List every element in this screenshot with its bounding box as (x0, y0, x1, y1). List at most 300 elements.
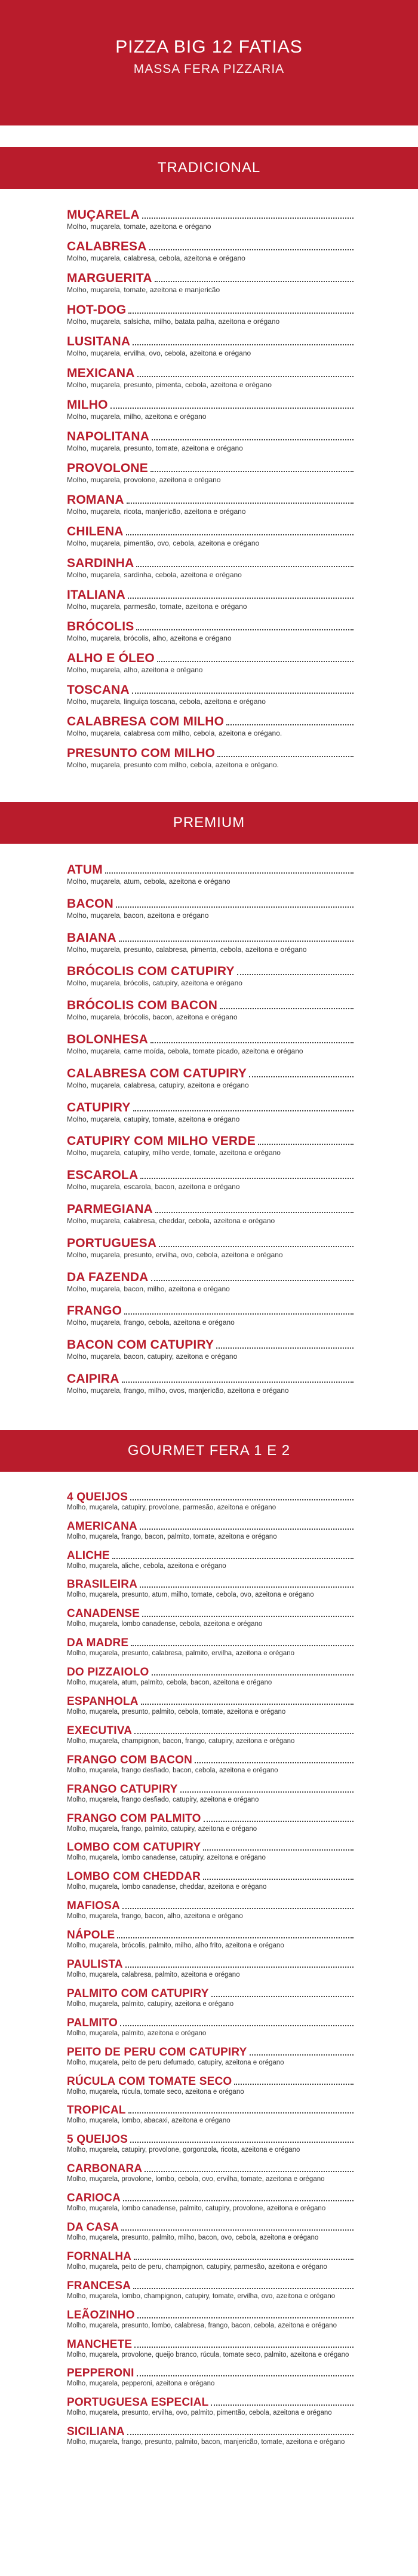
dotted-leader (203, 1878, 354, 1880)
dotted-leader (126, 534, 354, 535)
menu-item-header (67, 271, 354, 286)
pizza-ingredients: Molho, muçarela, lombo canadense, palmito, catupiry, provolone, azeitona e orégano (67, 2205, 326, 2213)
pizza-name: CALABRESA (67, 240, 147, 253)
dotted-leader (250, 2054, 354, 2056)
menu-item (67, 1754, 354, 1783)
pizza-ingredients: Molho, muçarela, provolone, queijo branco, rúcula, tomate seco, palmito, azeitona e orégano (67, 2351, 349, 2358)
pizza-name: MAFIOSA (67, 1900, 121, 1913)
pizza-name: MANCHETE (67, 2338, 133, 2351)
pizza-name: SARDINHA (67, 556, 134, 570)
pizza-ingredients: Molho, muçarela, brócolis, palmito, milho, alho frito, azeitona e orégano (67, 1942, 284, 1950)
dotted-leader (123, 2200, 354, 2201)
menu-item (67, 1338, 354, 1372)
menu-item-header (67, 1783, 354, 1796)
dotted-leader (137, 2317, 354, 2318)
pizza-ingredients: Molho, muçarela, pimentão, ovo, cebola, azeitona e orégano (67, 539, 260, 547)
pizza-ingredients: Molho, muçarela, peito de peru, champignon, catupiry, parmesão, azeitona e orégano (67, 2263, 327, 2271)
menu-item-header (67, 1549, 354, 1563)
menu-item (67, 335, 354, 366)
pizza-name: SICILIANA (67, 2425, 125, 2439)
menu-item (67, 2133, 354, 2163)
pizza-name: PRESUNTO COM MILHO (67, 746, 216, 760)
menu-item-header (67, 1578, 354, 1591)
menu-item (67, 2221, 354, 2250)
dotted-leader (133, 1110, 354, 1111)
pizza-ingredients: Molho, muçarela, ervilha, ovo, cebola, azeitona e orégano (67, 349, 251, 357)
menu-item-header (67, 2309, 354, 2322)
pizza-name: ESPANHOLA (67, 1695, 139, 1708)
menu-item (67, 683, 354, 715)
menu-item-header (67, 1929, 354, 1942)
menu-item-header (67, 683, 354, 697)
pizza-name: BOLONHESA (67, 1032, 148, 1046)
dotted-leader (134, 1732, 354, 1734)
pizza-name: ALICHE (67, 1549, 110, 1562)
dotted-leader (249, 1076, 354, 1077)
menu-item-header (67, 1637, 354, 1650)
menu-item (67, 1958, 354, 1987)
pizza-ingredients: Molho, muçarela, sardinha, cebola, azeitona e orégano (67, 571, 242, 579)
menu-item-header (67, 2192, 354, 2205)
dotted-leader (119, 940, 354, 942)
menu-item (67, 715, 354, 746)
menu-item (67, 1987, 354, 2017)
pizza-ingredients: Molho, muçarela, palmito, azeitona e orégano (67, 2029, 207, 2037)
pizza-name: PALMITO COM CATUPIRY (67, 1987, 209, 2000)
pizza-name: TROPICAL (67, 2104, 126, 2117)
menu-item-header (67, 998, 354, 1013)
pizza-ingredients: Molho, muçarela, escarola, bacon, azeitona e orégano (67, 1183, 240, 1191)
menu-item-header (67, 1134, 354, 1148)
pizza-ingredients: Molho, muçarela, calabresa com milho, cebola, azeitona e orégano. (67, 729, 282, 737)
pizza-ingredients: Molho, muçarela, frango desfiado, catupiry, azeitona e orégano (67, 1796, 259, 1803)
pizza-name: LUSITANA (67, 335, 131, 348)
dotted-leader (216, 1347, 354, 1349)
menu-item (67, 1812, 354, 1842)
menu-item (67, 208, 354, 240)
pizza-name: CHILENA (67, 525, 124, 538)
pizza-ingredients: Molho, muçarela, catupiry, provolone, gorgonzola, ricota, azeitona e orégano (67, 2146, 300, 2154)
pizza-ingredients: Molho, muçarela, lombo, champignon, catupiry, tomate, ervilha, ovo, azeitona e orégano (67, 2292, 336, 2300)
menu-item-header (67, 1607, 354, 1621)
dotted-leader (128, 597, 354, 599)
menu-item (67, 1725, 354, 1754)
dotted-leader (211, 2404, 354, 2406)
menu-item (67, 1549, 354, 1579)
menu-item (67, 620, 354, 651)
menu-item (67, 2367, 354, 2396)
dotted-leader (142, 1615, 354, 1617)
menu-item-header (67, 2133, 354, 2146)
menu-item-header (67, 1168, 354, 1183)
menu-item (67, 1168, 354, 1202)
pizza-name: NAPOLITANA (67, 430, 150, 443)
pizza-ingredients: Molho, muçarela, provolone, azeitona e orégano (67, 476, 221, 484)
dotted-leader (155, 1211, 354, 1213)
pizza-name: LOMBO COM CATUPIRY (67, 1841, 201, 1854)
dotted-leader (122, 1907, 354, 1909)
menu-item-header (67, 588, 354, 602)
pizza-name: ATUM (67, 863, 103, 877)
dotted-leader (140, 1528, 354, 1530)
dotted-leader (226, 724, 354, 725)
pizza-name: CATUPIRY (67, 1100, 131, 1114)
menu-item (67, 651, 354, 683)
pizza-name: FRANCESA (67, 2279, 131, 2292)
pizza-name: FRANGO COM BACON (67, 1753, 193, 1766)
pizza-name: ALHO E ÓLEO (67, 651, 155, 665)
dotted-leader (117, 1937, 354, 1938)
pizza-ingredients: Molho, muçarela, presunto, calabresa, palmito, ervilha, azeitona e orégano (67, 1650, 294, 1658)
menu-item-header (67, 620, 354, 634)
pizza-list-premium (0, 844, 354, 1430)
pizza-ingredients: Molho, muçarela, aliche, cebola, azeitona e orégano (67, 1562, 226, 1570)
pizza-ingredients: Molho, muçarela, frango, bacon, alho, azeitona e orégano (67, 1913, 243, 1920)
menu-item-header (67, 2338, 354, 2351)
menu-item (67, 2250, 354, 2280)
menu-item (67, 588, 354, 620)
menu-item (67, 2046, 354, 2075)
pizza-name: PORTUGUESA (67, 1236, 157, 1250)
section-band-tradicional: TRADICIONAL (0, 147, 418, 189)
pizza-ingredients: Molho, muçarela, rúcula, tomate seco, azeitona e orégano (67, 2088, 244, 2096)
pizza-name: DA MADRE (67, 1637, 129, 1650)
pizza-ingredients: Molho, muçarela, frango, palmito, catupiry, azeitona e orégano (67, 1825, 257, 1833)
pizza-name: PROVOLONE (67, 461, 148, 475)
menu-item-header (67, 964, 354, 979)
menu-item-header (67, 2280, 354, 2293)
menu-item-header (67, 2221, 354, 2234)
menu-item (67, 1067, 354, 1101)
menu-item-header (67, 208, 354, 222)
menu-item (67, 430, 354, 461)
pizza-ingredients: Molho, muçarela, lombo canadense, cheddar, azeitona e orégano (67, 1883, 267, 1891)
pizza-ingredients: Molho, muçarela, presunto, atum, milho, tomate, cebola, ovo, azeitona e orégano (67, 1591, 314, 1599)
pizza-name: BACON (67, 896, 113, 911)
menu-item-header (67, 651, 354, 666)
pizza-ingredients: Molho, muçarela, milho, azeitona e orégano (67, 412, 207, 421)
menu-item (67, 1304, 354, 1338)
dotted-leader (152, 439, 354, 440)
pizza-ingredients: Molho, muçarela, brócolis, catupiry, azeitona e orégano (67, 979, 242, 988)
menu-item (67, 525, 354, 556)
pizza-ingredients: Molho, muçarela, atum, cebola, azeitona e orégano (67, 877, 230, 886)
dotted-leader (180, 1791, 354, 1793)
dotted-leader (131, 1644, 354, 1646)
pizza-name: PALMITO (67, 2016, 118, 2029)
dotted-leader (128, 312, 354, 314)
menu-item (67, 2280, 354, 2309)
menu-item-header (67, 1725, 354, 1738)
pizza-ingredients: Molho, muçarela, presunto com milho, cebola, azeitona e orégano. (67, 761, 279, 769)
menu-item-header (67, 1304, 354, 1318)
menu-item (67, 240, 354, 271)
dotted-leader (120, 2024, 354, 2026)
dotted-leader (203, 1849, 354, 1851)
menu-item (67, 1900, 354, 1929)
pizza-name: FRANGO COM PALMITO (67, 1812, 201, 1825)
pizza-ingredients: Molho, muçarela, bacon, catupiry, azeitona e orégano (67, 1352, 238, 1361)
menu-item-header (67, 1958, 354, 1971)
pizza-ingredients: Molho, muçarela, frango, bacon, palmito, tomate, azeitona e orégano (67, 1533, 277, 1540)
pizza-ingredients: Molho, muçarela, peito de peru defumado, catupiry, azeitona e orégano (67, 2059, 284, 2066)
pizza-name: TOSCANA (67, 683, 130, 697)
dotted-leader (234, 2083, 354, 2085)
pizza-ingredients: Molho, muçarela, catupiry, tomate, azeitona e orégano (67, 1114, 240, 1123)
menu-item (67, 998, 354, 1033)
menu-item (67, 2338, 354, 2367)
pizza-name: NÁPOLE (67, 1929, 115, 1942)
dotted-leader (105, 872, 354, 874)
pizza-name: CANADENSE (67, 1607, 140, 1621)
menu-item-header (67, 1033, 354, 1047)
pizza-ingredients: Molho, muçarela, atum, palmito, cebola, bacon, azeitona e orégano (67, 1679, 272, 1687)
pizza-ingredients: Molho, muçarela, brócolis, bacon, azeitona e orégano (67, 1013, 238, 1022)
dotted-leader (116, 906, 354, 908)
menu-item (67, 2104, 354, 2133)
pizza-name: ROMANA (67, 493, 124, 507)
menu-item-header (67, 398, 354, 412)
menu-item-header (67, 1491, 354, 1504)
pizza-ingredients: Molho, muçarela, presunto, palmito, milho, bacon, ovo, cebola, azeitona e orégano (67, 2234, 319, 2242)
menu-item-header (67, 1520, 354, 1533)
menu-item (67, 2309, 354, 2338)
pizza-ingredients: Molho, muçarela, ricota, manjericão, azeitona e orégano (67, 507, 246, 516)
pizza-ingredients: Molho, muçarela, bacon, milho, azeitona e orégano (67, 1284, 230, 1293)
dotted-leader (151, 1279, 354, 1281)
pizza-name: BRASILEIRA (67, 1578, 138, 1591)
pizza-name: FRANGO (67, 1304, 122, 1318)
menu-item-header (67, 335, 354, 349)
dotted-leader (157, 660, 354, 662)
menu-item-header (67, 493, 354, 507)
pizza-ingredients: Molho, muçarela, frango, cebola, azeitona e orégano (67, 1318, 235, 1327)
pizza-name: MEXICANA (67, 366, 135, 380)
pizza-ingredients: Molho, muçarela, carne moída, cebola, tomate picado, azeitona e orégano (67, 1046, 303, 1055)
pizza-name: PAULISTA (67, 1958, 123, 1971)
pizza-ingredients: Molho, muçarela, presunto, ervilha, ovo, cebola, azeitona e orégano (67, 1250, 283, 1259)
dotted-leader (145, 2170, 354, 2172)
pizza-name: MARGUERITA (67, 271, 152, 285)
pizza-ingredients: Molho, muçarela, presunto, tomate, azeitona e orégano (67, 444, 243, 452)
menu-item-header (67, 1754, 354, 1767)
menu-item-header (67, 1695, 354, 1708)
pizza-ingredients: Molho, muçarela, presunto, palmito, cebola, tomate, azeitona e orégano (67, 1708, 286, 1716)
dotted-leader (149, 249, 354, 250)
pizza-ingredients: Molho, muçarela, lombo, abacaxi, azeitona e orégano (67, 2117, 230, 2125)
menu-item (67, 303, 354, 335)
pizza-ingredients: Molho, muçarela, lombo canadense, catupiry, azeitona e orégano (67, 1854, 266, 1862)
menu-item-header (67, 1666, 354, 1679)
dotted-leader (134, 2258, 354, 2260)
pizza-name: MUÇARELA (67, 208, 140, 222)
pizza-ingredients: Molho, muçarela, presunto, lombo, calabresa, frango, bacon, cebola, azeitona e orégano (67, 2321, 337, 2329)
dotted-leader (137, 2375, 354, 2376)
menu-item (67, 1101, 354, 1135)
menu-item (67, 1607, 354, 1637)
dotted-leader (140, 1177, 354, 1179)
dotted-leader (137, 375, 354, 377)
menu-item (67, 1134, 354, 1168)
dotted-leader (140, 1586, 354, 1588)
pizza-name: DA FAZENDA (67, 1270, 149, 1284)
dotted-leader (211, 1995, 354, 1997)
menu-item (67, 964, 354, 998)
pizza-ingredients: Molho, muçarela, calabresa, catupiry, azeitona e orégano (67, 1080, 249, 1089)
pizza-list-gourmet (0, 1472, 354, 2479)
dotted-leader (124, 1313, 354, 1315)
dotted-leader (136, 565, 354, 567)
pizza-ingredients: Molho, muçarela, pepperoni, azeitona e orégano (67, 2380, 215, 2388)
dotted-leader (128, 2112, 354, 2114)
menu-item (67, 1491, 354, 1520)
pizza-ingredients: Molho, muçarela, frango, milho, ovos, manjericão, azeitona e orégano (67, 1386, 289, 1395)
menu-item (67, 2075, 354, 2105)
dotted-leader (127, 2433, 354, 2435)
pizza-name: FORNALHA (67, 2250, 132, 2263)
pizza-name: DO PIZZAIOLO (67, 1666, 149, 1679)
menu-item-header (67, 303, 354, 317)
dotted-leader (142, 217, 354, 219)
dotted-leader (110, 407, 354, 409)
menu-item-header (67, 240, 354, 254)
dotted-leader (258, 1143, 354, 1145)
pizza-ingredients: Molho, muçarela, calabresa, cheddar, cebola, azeitona e orégano (67, 1216, 275, 1225)
menu-item (67, 398, 354, 430)
dotted-leader (136, 629, 354, 630)
dotted-leader (204, 1820, 354, 1822)
pizza-name: PORTUGUESA ESPECIAL (67, 2396, 209, 2409)
menu-item (67, 2425, 354, 2455)
menu-item-header (67, 461, 354, 476)
menu-item (67, 271, 354, 303)
pizza-list-tradicional (0, 189, 354, 802)
pizza-ingredients: Molho, muçarela, presunto, calabresa, pimenta, cebola, azeitona e orégano (67, 945, 307, 954)
section-band-gourmet: GOURMET FERA 1 E 2 (0, 1430, 418, 1472)
pizza-ingredients: Molho, muçarela, parmesão, tomate, azeitona e orégano (67, 602, 247, 611)
dotted-leader (127, 502, 354, 504)
pizza-ingredients: Molho, muçarela, presunto, ervilha, ovo, palmito, pimentão, cebola, azeitona e orégano (67, 2409, 332, 2417)
menu-item (67, 1202, 354, 1236)
pizza-name: CATUPIRY COM MILHO VERDE (67, 1134, 256, 1148)
pizza-name: ITALIANA (67, 588, 126, 602)
dotted-leader (195, 1762, 354, 1763)
pizza-name: PEITO DE PERU COM CATUPIRY (67, 2045, 247, 2059)
menu-item (67, 1870, 354, 1900)
page-title: PIZZA BIG 12 FATIAS (115, 37, 303, 57)
pizza-name: MILHO (67, 398, 108, 412)
pizza-name: CARBONARA (67, 2163, 143, 2176)
menu-item (67, 1236, 354, 1270)
pizza-ingredients: Molho, muçarela, frango desfiado, bacon, cebola, azeitona e orégano (67, 1766, 278, 1774)
menu-item (67, 366, 354, 398)
dotted-leader (130, 2141, 354, 2143)
menu-item-header (67, 1841, 354, 1854)
menu-header (0, 0, 418, 125)
pizza-name: BRÓCOLIS COM CATUPIRY (67, 964, 235, 979)
menu-item (67, 1578, 354, 1607)
pizza-ingredients: Molho, muçarela, presunto, pimenta, cebola, azeitona e orégano (67, 381, 272, 389)
menu-item-header (67, 1372, 354, 1386)
pizza-ingredients: Molho, muçarela, catupiry, milho verde, tomate, azeitona e orégano (67, 1148, 281, 1157)
pizza-ingredients: Molho, muçarela, palmito, catupiry, azeitona e orégano (67, 2000, 234, 2008)
menu-item-header (67, 430, 354, 444)
pizza-name: CARIOCA (67, 2192, 121, 2205)
menu-item-header (67, 2396, 354, 2409)
pizza-name: ESCAROLA (67, 1168, 139, 1183)
menu-item-header (67, 1270, 354, 1285)
dotted-leader (125, 1966, 354, 1968)
pizza-ingredients: Molho, muçarela, lombo canadense, cebola, azeitona e orégano (67, 1621, 263, 1628)
menu-item-header (67, 1338, 354, 1352)
menu-item (67, 1929, 354, 1958)
menu-item-header (67, 897, 354, 911)
menu-item (67, 1033, 354, 1067)
pizza-ingredients: Molho, muçarela, frango, presunto, palmito, bacon, manjericão, tomate, azeitona e orégano (67, 2439, 345, 2446)
pizza-name: PEPPERONI (67, 2367, 134, 2380)
dotted-leader (122, 1381, 354, 1383)
pizza-ingredients: Molho, muçarela, bacon, azeitona e orégano (67, 911, 209, 920)
menu-item-header (67, 931, 354, 945)
menu-item (67, 2192, 354, 2221)
dotted-leader (152, 1674, 354, 1676)
menu-item (67, 461, 354, 493)
menu-item (67, 2017, 354, 2046)
dotted-leader (141, 1703, 354, 1705)
pizza-name: 4 QUEIJOS (67, 1490, 128, 1503)
menu-item-header (67, 525, 354, 539)
menu-item (67, 1637, 354, 1666)
menu-item-header (67, 746, 354, 761)
pizza-name: LEÃOZINHO (67, 2308, 135, 2321)
menu-item (67, 2163, 354, 2192)
dotted-leader (155, 280, 354, 282)
dotted-leader (237, 973, 354, 975)
menu-item-header (67, 1870, 354, 1883)
menu-item-header (67, 1101, 354, 1115)
dotted-leader (159, 1245, 354, 1247)
menu-item-header (67, 2017, 354, 2030)
menu-item-header (67, 366, 354, 381)
pizza-ingredients: Molho, muçarela, calabresa, palmito, azeitona e orégano (67, 1971, 240, 1978)
pizza-name: CAIPIRA (67, 1371, 119, 1386)
menu-item-header (67, 863, 354, 877)
pizza-name: BACON COM CATUPIRY (67, 1338, 214, 1352)
menu-item (67, 493, 354, 525)
menu-item (67, 1372, 354, 1406)
menu-item (67, 1783, 354, 1812)
dotted-leader (134, 2346, 354, 2348)
menu-item-header (67, 1236, 354, 1251)
dotted-leader (133, 344, 354, 345)
menu-item-header (67, 1202, 354, 1217)
pizza-ingredients: Molho, muçarela, provolone, lombo, cebola, ovo, ervilha, tomate, azeitona e orégano (67, 2176, 325, 2183)
pizza-ingredients: Molho, muçarela, tomate, azeitona e manjericão (67, 286, 220, 294)
pizza-name: EXECUTIVA (67, 1724, 133, 1737)
menu-item (67, 931, 354, 965)
pizza-ingredients: Molho, muçarela, catupiry, provolone, parmesão, azeitona e orégano (67, 1503, 276, 1511)
pizza-ingredients: Molho, muçarela, brócolis, alho, azeitona e orégano (67, 634, 232, 642)
pizza-name: BAIANA (67, 930, 116, 945)
pizza-name: FRANGO CATUPIRY (67, 1782, 178, 1796)
pizza-name: BRÓCOLIS (67, 620, 134, 633)
menu-item (67, 2396, 354, 2425)
menu-item-header (67, 715, 354, 729)
menu-item-header (67, 1067, 354, 1081)
menu-item (67, 863, 354, 897)
pizza-ingredients: Molho, muçarela, linguiça toscana, cebola, azeitona e orégano (67, 697, 266, 706)
menu-item-header (67, 2046, 354, 2059)
